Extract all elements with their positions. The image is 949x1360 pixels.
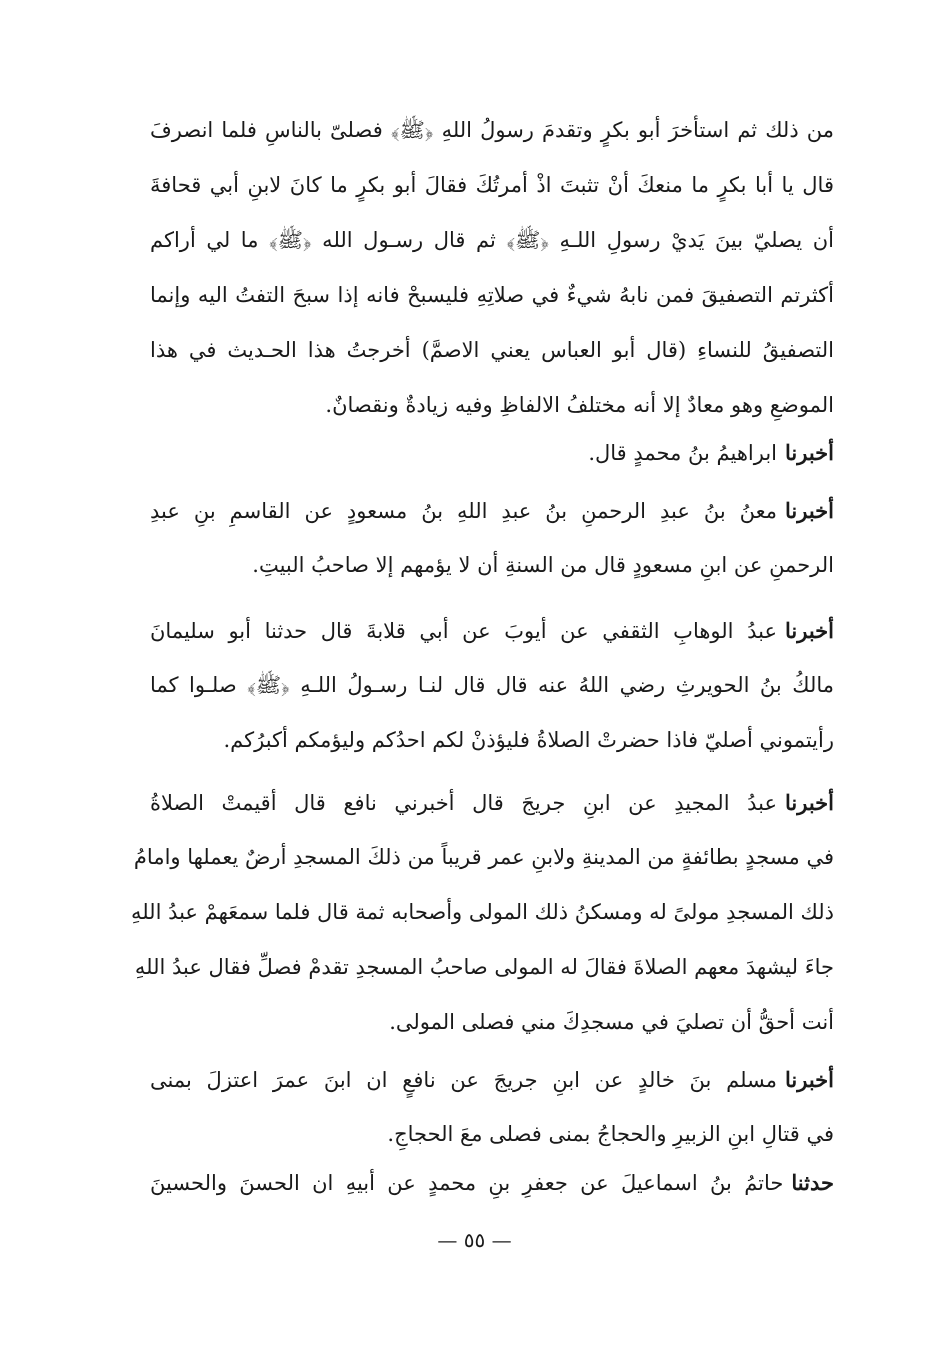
text-line bbox=[150, 425, 834, 480]
paragraph-lead-word: أخبرنا bbox=[785, 618, 834, 643]
text-line bbox=[150, 1155, 834, 1210]
text-line: ذلك المسجدِ مولىً له ومسكنُ ذلك المولى وأصحابه ثمة قال فلما سمعَهمْ عبدُ اللهِ bbox=[130, 900, 834, 924]
page-number: — ٥٥ — bbox=[437, 1228, 512, 1252]
line-text: حاتمُ بنُ اسماعيلَ عن جعفرِ بنِ محمدٍ عن أبيهِ ان الحسنَ والحسينَ bbox=[150, 1171, 784, 1195]
paragraph-lead-word: حدثنا bbox=[791, 1170, 834, 1195]
paragraph-lead-word: أخبرنا bbox=[785, 1067, 834, 1092]
text-line bbox=[150, 483, 834, 538]
text-line: رأيتموني أصليّ فاذا حضرتْ الصلاةُ فليؤذنْ لكم احدُكم وليؤمكم أكبرُكم. bbox=[223, 728, 834, 752]
line-text: عبدُ المجيدِ عن ابنِ جريجَ قال أخبرني نافع قال أقيمتْ الصلاةُ bbox=[150, 791, 778, 815]
text-line: أكثرتم التصفيقَ فمن نابهُ شيءٌ في صلاتِهِ فليسبحْ فانه إذا سبحَ التفتُ اليه وإنما bbox=[150, 283, 834, 307]
text-line: في قتالِ ابنِ الزبيرِ والحجاجُ بمنى فصلى معَ الحجاجِ. bbox=[387, 1122, 834, 1146]
paragraph bbox=[150, 483, 834, 593]
line-text: معنُ بنُ عبدِ الرحمنِ بنُ عبدِ اللهِ بنُ مسعودٍ عن القاسمِ بنِ عبدِ bbox=[150, 499, 778, 523]
paragraph bbox=[150, 1052, 834, 1162]
text-line: الموضعِ وهو معادٌ إلا أنه مختلفُ الالفاظِ وفيه زيادةٌ ونقصانٌ. bbox=[325, 393, 834, 417]
paragraph bbox=[130, 775, 834, 1050]
paragraph-lead-word: أخبرنا bbox=[785, 498, 834, 523]
text-line: التصفيقُ للنساءِ (قال أبو العباس يعني الاصمَّ) أخرجتُ هذا الحـديث في هذا bbox=[150, 338, 834, 362]
text-line: في مسجدٍ بطائفةٍ من المدينةِ ولابنِ عمر قريباً من ذلكَ المسجدِ أرضٌ يعملها وامامُ bbox=[133, 845, 834, 869]
text-line bbox=[150, 603, 834, 658]
paragraph bbox=[150, 1155, 834, 1210]
paragraph-lead-word: أخبرنا bbox=[785, 440, 834, 465]
text-line: جاءَ ليشهدَ معهم الصلاةَ فقالَ له المولى صاحبُ المسجدِ تقدمْ فصلِّ فقال عبدُ اللهِ bbox=[134, 955, 834, 979]
paragraph-lead-word: أخبرنا bbox=[785, 790, 834, 815]
line-text: ابراهيمُ بنُ محمدٍ قال. bbox=[588, 441, 778, 465]
text-line: مالكُ بنُ الحويرثِ رضي اللهُ عنه قال قال لنـا رسـولُ اللـهِ ﴿ﷺ﴾ صلـوا كما bbox=[150, 673, 834, 697]
paragraph bbox=[150, 425, 834, 480]
text-line: من ذلك ثم استأخرَ أبو بكرٍ وتقدمَ رسولُ اللهِ ﴿ﷺ﴾ فصلىّ بالناسِ فلما انصرفَ bbox=[150, 118, 834, 142]
paragraph bbox=[150, 603, 834, 768]
text-line: قال يا أبا بكرٍ ما منعكَ أنْ تثبتَ اذْ أمرتُكَ فقالَ أبو بكرٍ ما كانَ لابنِ أبي قحافةَ bbox=[150, 173, 834, 197]
line-text: مسلم بنَ خالدٍ عن ابنِ جريجَ عن نافعٍ ان ابنَ عمرَ اعتزلَ بمنى bbox=[150, 1068, 778, 1092]
text-line: الرحمنِ عن ابنِ مسعودٍ قال من السنةِ أن لا يؤمهم إلا صاحبُ البيتِ. bbox=[252, 553, 834, 577]
text-line: أنت أحقُّ أن تصليَ في مسجدِكَ مني فصلى المولى. bbox=[389, 1010, 834, 1034]
text-body bbox=[150, 103, 834, 433]
text-line bbox=[150, 775, 834, 830]
line-text: عبدُ الوهابِ الثقفي عن أيوبَ عن أبي قلابةَ قال حدثنا أبو سليمانَ bbox=[150, 619, 778, 643]
text-line: أن يصليّ بينَ يَديْ رسولِ اللـهِ ﴿ﷺ﴾ ثم قال رسـول الله ﴿ﷺ﴾ ما لي أراكم bbox=[150, 228, 834, 252]
text-line bbox=[150, 1052, 834, 1107]
